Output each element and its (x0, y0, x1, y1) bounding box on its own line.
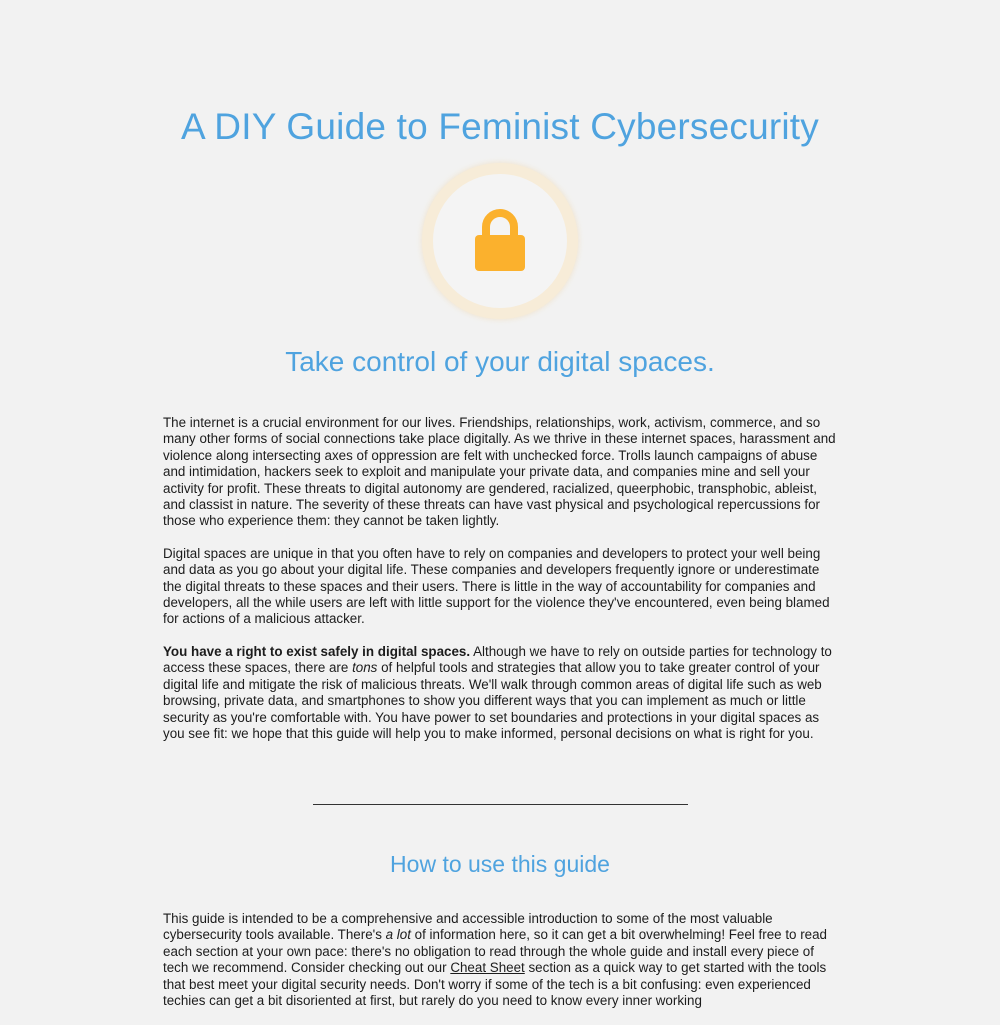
how-to-paragraph (163, 911, 838, 1009)
hero-lock-badge (422, 163, 578, 319)
intro-paragraph-3-text-a: Although we have to rely on outside parties for technology to access these spaces, there are (163, 643, 832, 676)
intro-paragraph-3 (163, 644, 838, 742)
intro-paragraph-3-text-b: of helpful tools and strategies that allow you to take greater control of your digital life and mitigate the risk of malicious threats. We'll walk through common areas of digital life such as web browsing, private data, and smartphones to show you different ways that you can implement as much or little security as you're comfortable with. You have power to set boundaries and protections in your digital spaces as you see fit: we hope that this guide will help you to make informed, personal decisions on what is right for you. (163, 660, 822, 741)
section-divider (313, 804, 688, 805)
cheat-sheet-link[interactable]: Cheat Sheet (450, 960, 525, 976)
rights-statement: You have a right to exist safely in digital spaces. (163, 643, 471, 659)
page-subtitle: Take control of your digital spaces. (285, 346, 715, 377)
intro-paragraph-1: The internet is a crucial environment for our lives. Friendships, relationships, work, activism, commerce, and so many other forms of social connections take place digitally. As we thrive in these internet spaces, harassment and violence along intersecting axes of oppression are felt with unchecked force. Trolls launch campaigns of abuse and intimidation, hackers seek to exploit and manipulate your private data, and companies mine and sell your activity for profit. These threats to digital autonomy are gendered, racialized, queerphobic, transphobic, ableist, and classist in nature. The severity of these threats can have vast physical and psychological repercussions for those who experience them: they cannot be taken lightly. (163, 415, 836, 529)
intro-paragraph-2: Digital spaces are unique in that you often have to rely on companies and developers to protect your well being and data as you go about your digital life. These companies and developers frequently ignore or underestimate the digital threats to these spaces and their users. There is little in the way of accountability for companies and developers, all the while users are left with little support for the violence they've encountered, even being blamed for actions of a malicious attacker. (163, 545, 830, 627)
intro-section (163, 415, 838, 758)
how-to-emphasis: a lot (385, 927, 411, 943)
intro-paragraph-3-emphasis: tons (352, 660, 378, 676)
hero-lock-badge-inner (433, 174, 567, 308)
how-to-text-1: This guide is intended to be a comprehensive and accessible introduction to some of the most valuable cybersecurity tools available. There's (163, 911, 773, 943)
how-to-section (163, 911, 838, 1025)
how-to-text-3: section as a quick way to get started with the tools that best meet your digital security needs. Don't worry if some of the tech is a bit confusing: even experienced techies can get a bit disoriented at first, but rarely do you need to know every inner working (163, 960, 827, 1009)
page-title: A DIY Guide to Feminist Cybersecurity (180, 106, 819, 147)
how-to-heading: How to use this guide (390, 851, 610, 877)
lock-icon (473, 207, 527, 273)
how-to-text-2: of information here, so it can get a bit overwhelming! Feel free to read each section at your own pace: there's no obligation to read through the whole guide and install every piece of tech we recommend. Consider checking out our (163, 927, 828, 976)
